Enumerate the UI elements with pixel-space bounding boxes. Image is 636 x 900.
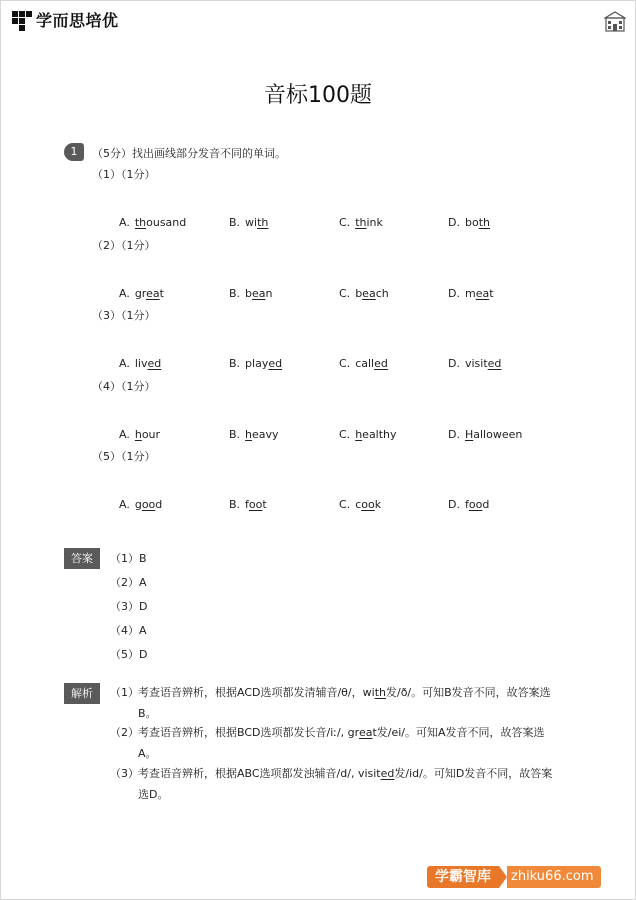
page-title: 音标100题 [264,83,372,108]
option-a [119,498,162,511]
option-word-underlined: H [464,427,474,441]
option-letter: D. [448,427,460,441]
option-word-underlined: oo [141,498,156,511]
option-letter: C. [339,357,351,370]
option-b [229,287,273,300]
option-word-underlined: ed [147,357,162,370]
analysis-text [138,682,558,724]
option-word-underlined: ea [146,286,160,300]
sub-question-label: （2）（1分） [92,238,156,252]
option-d [448,287,494,300]
option-letter: C. [339,286,351,300]
watermark-url: zhiku66.com [507,866,601,888]
option-word-underlined: ed [268,357,283,370]
sub-question-label: （4）（1分） [92,379,156,393]
option-c [339,498,381,511]
option-word-prefix: liv [134,357,148,370]
option-word-suffix: ealthy [362,427,397,441]
option-word-underlined: h [134,427,142,441]
option-a [119,357,161,370]
option-word-suffix: our [141,427,161,441]
option-word-underlined: th [478,216,490,229]
option-letter: C. [339,427,351,441]
option-letter: A. [119,216,130,229]
sub-question-label: （5）（1分） [92,450,156,463]
option-word-underlined: th [257,216,269,229]
option-b [229,428,279,441]
option-b [229,216,268,229]
brand-logo [12,8,119,31]
option-a [119,287,164,300]
option-word-underlined: ed [487,357,502,370]
option-word-prefix: b [245,286,253,300]
header [0,0,636,40]
option-word-underlined: ea [362,286,376,300]
option-word-prefix: m [464,286,476,300]
answer-item: （4）A [110,624,147,637]
option-word-suffix: ousand [146,216,187,229]
option-word-suffix: t [489,286,494,300]
option-a [119,428,160,441]
option-word-underlined: ea [475,286,490,300]
option-word-underlined: oo [248,498,263,511]
analysis-number: （1） [110,686,139,699]
option-word-suffix: alloween [473,427,523,441]
analysis-text-underlined: ed [380,767,395,780]
option-letter: C. [339,498,351,511]
option-letter: D. [448,286,460,300]
option-word-suffix: t [262,498,267,511]
answer-item: （5）D [110,648,148,661]
option-word-underlined: h [355,427,363,441]
question-prompt: （5分）找出画线部分发音不同的单词。 [92,147,286,160]
option-letter: A. [119,427,130,441]
option-letter: D. [448,498,460,511]
option-word-suffix: d [155,498,163,511]
option-word-prefix: g [134,498,142,511]
option-letter: A. [119,498,130,511]
option-letter: A. [119,286,130,300]
option-word-suffix: n [265,286,273,300]
brand-name: 学而思培优 [36,11,119,30]
analysis-text-part2: 发/id/。可知D发音不同，故答案选D。 [138,767,553,801]
school-building-icon [604,10,626,32]
option-c [339,357,388,370]
analysis-text-part2: t发/ei/。可知A发音不同，故答案选A。 [138,726,545,760]
analysis-text-underlined: ea [358,726,373,739]
option-word-prefix: f [464,498,469,511]
option-word-suffix: eavy [252,427,279,441]
option-d [448,498,489,511]
answer-tag: 答案 [64,548,100,569]
option-letter: A. [119,357,130,370]
option-word-underlined: ed [374,357,388,370]
analysis-text-part2: 发/ð/。可知B发音不同，故答案选B。 [138,686,551,720]
answer-item: （1）B [110,552,147,565]
option-d [448,357,501,370]
option-letter: D. [448,216,460,229]
option-word-underlined: th [355,216,367,229]
option-c [339,216,383,229]
option-a [119,216,186,229]
analysis-text [138,763,558,805]
option-b [229,498,267,511]
watermark-arrow-icon [499,866,507,888]
option-word-underlined: ea [252,286,266,300]
option-word-prefix: f [245,498,249,511]
option-word-suffix: ch [375,286,389,300]
option-letter: B. [229,498,241,511]
option-word-suffix: t [159,286,164,300]
option-word-prefix: play [245,357,269,370]
option-letter: D. [448,357,460,370]
analysis-text-underlined: th [374,686,386,699]
option-word-underlined: oo [468,498,483,511]
option-letter: B. [229,357,241,370]
question-number-badge: 1 [64,143,84,161]
option-word-underlined: oo [361,498,375,511]
option-word-prefix: call [355,357,375,370]
option-d [448,428,522,441]
option-word-prefix: c [355,498,362,511]
answer-item: （2）A [110,576,147,589]
option-word-prefix: bo [464,216,479,229]
analysis-number: （3） [110,767,139,780]
watermark [427,866,601,888]
option-word-underlined: h [245,427,253,441]
option-word-suffix: ink [366,216,383,229]
analysis-tag: 解析 [64,683,100,704]
analysis-text-part1: 考查语音辨析，根据BCD选项都发长音/iː/, gr [138,726,359,739]
option-b [229,357,282,370]
answer-item: （3）D [110,600,148,613]
watermark-brand: 学霸智库 [427,866,499,888]
option-c [339,287,389,300]
option-word-underlined: th [134,216,147,229]
option-word-suffix: k [374,498,382,511]
brand-logo-icon [12,9,32,31]
sub-question-label: （1）（1分） [92,168,156,181]
option-word-prefix: gr [134,286,147,300]
analysis-text-part1: 考查语音辨析，根据ACD选项都发清辅音/θ/，wi [138,686,375,699]
option-word-prefix: visit [464,357,488,370]
sub-question-label: （3）（1分） [92,309,156,322]
option-letter: B. [229,286,241,300]
analysis-text-part1: 考查语音辨析，根据ABC选项都发浊辅音/d/, visit [138,767,381,780]
analysis-number: （2） [110,726,139,739]
option-word-prefix: wi [245,216,258,229]
option-letter: B. [229,216,241,229]
option-word-suffix: d [482,498,490,511]
analysis-text [138,722,558,764]
option-word-prefix: b [355,286,363,300]
option-d [448,216,490,229]
option-letter: C. [339,216,351,229]
option-c [339,428,397,441]
option-letter: B. [229,427,241,441]
